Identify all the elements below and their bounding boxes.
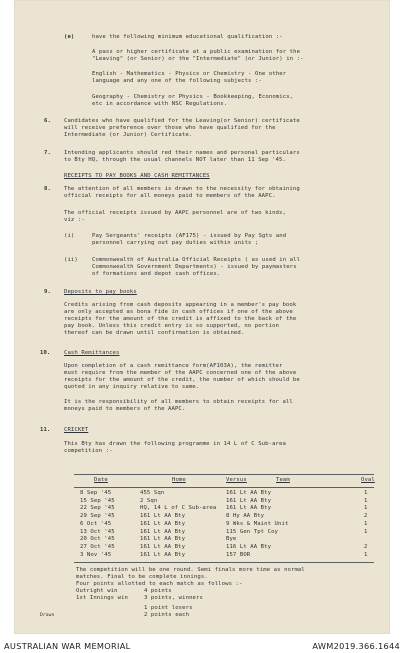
fixture-date: 3 Nov '45: [80, 551, 112, 558]
rules-line3: Four points allotted to each match as follows :-: [76, 581, 243, 587]
fixture-home: 161 Lt AA Bty: [140, 513, 186, 520]
item-7-line2: to Bty HQ, through the usual channels NOT later than 11 Sep '45.: [64, 157, 286, 163]
item-8-line1: The attention of all members is drawn to the necessity for obtaining: [64, 186, 300, 192]
fixture-home: HQ, 14 L of C Sub-area: [140, 505, 217, 512]
item-8-ii-line2: Commonwealth Government Departments) - issued by paymasters: [92, 264, 297, 270]
item-11-heading: CRICKET: [64, 427, 89, 433]
fixture-versus: Bye: [226, 536, 237, 543]
fixture-versus: 157 BOR: [226, 551, 251, 558]
points-label-2: 1st Innings win: [76, 595, 129, 601]
item-11-number: 11.: [40, 427, 51, 433]
margin-note-drawn: Drawn: [40, 613, 55, 618]
item-7-number: 7.: [44, 150, 51, 156]
fixture-home: 161 Lt AA Bty: [140, 528, 186, 535]
item-9-line3: receipts for the amount of the credit is affixed to the back of the: [64, 316, 297, 322]
item-9-number: 9.: [44, 289, 51, 295]
receipts-heading: RECEIPTS TO PAY BOOKS AND CASH REMITTANCES: [64, 173, 210, 179]
fixture-date: 27 Oct '45: [80, 543, 115, 550]
item-11-line2: competition :-: [64, 448, 113, 454]
fixture-date: 13 Oct '45: [80, 528, 115, 535]
item-10-line3: receipts for the amount of the credit, the number of which should be: [64, 377, 300, 383]
fixture-date: 20 Oct '45: [80, 536, 115, 543]
col-header-date: Date: [94, 477, 108, 483]
fixture-home: 161 Lt AA Bty: [140, 543, 186, 550]
qual-para-a-line2: "Leaving" (or Senior) or the "Intermediate" (or Junior) in :-: [92, 56, 304, 62]
fixture-date: 6 Oct '45: [80, 520, 112, 527]
fixture-versus: 115 Gen Tpt Coy: [226, 528, 279, 535]
qual-heading: have the following minimum educational qualification :-: [92, 34, 283, 40]
fixture-versus: 161 Lt AA Bty: [226, 497, 272, 504]
fixture-oval: 1: [364, 497, 368, 504]
item-8-number: 8.: [44, 186, 51, 192]
fixture-oval: 1: [364, 520, 368, 527]
fixture-home: 161 Lt AA Bty: [140, 520, 186, 527]
item-8-ii-marker: (ii): [64, 257, 78, 263]
footer-reference: AWM2019.366.1644: [312, 641, 400, 651]
item-8-receipts-line2: viz :-: [64, 217, 85, 223]
points-value-4: 2 points each: [144, 612, 190, 618]
item-10-line1: Upon completion of a cash remittance form(AF103A), the remitter: [64, 363, 283, 369]
item-10-line4: quoted in any inquiry relative to same.: [64, 384, 200, 390]
points-value-2: 3 points, winners: [144, 595, 203, 601]
document-page: [14, 0, 390, 634]
qual-marker: (e): [64, 34, 75, 40]
item-8-receipts-line1: The official receipts issued by AAPC personnel are of two kinds,: [64, 210, 286, 216]
fixture-versus: 161 Lt AA Bty: [226, 490, 272, 496]
item-8-i-marker: (i): [64, 233, 75, 239]
points-label-1: Outright win: [76, 588, 118, 594]
points-value-1: 4 points: [144, 588, 172, 594]
item-8-i-line2: personnel carrying out pay duties within units ;: [92, 240, 259, 246]
col-header-versus: Versus: [226, 477, 247, 483]
fixture-oval: 1: [364, 490, 368, 496]
item-6-line3: Intermediate (or Junior) Certificate.: [64, 132, 193, 138]
footer-bar: [0, 636, 404, 653]
item-10-resp-line1: It is the responsibility of all members to obtain receipts for all: [64, 399, 293, 405]
qual-para-b-line1: English - Mathematics - Physics or Chemistry - One other: [92, 71, 287, 77]
item-9-line4: pay book. Unless this credit entry is so supported, no portion: [64, 323, 279, 329]
col-header-team: Team: [276, 477, 290, 483]
fixture-versus: 8 Hy AA Bty: [226, 513, 265, 520]
item-6-line2: will receive preference over those who have qualified for the: [64, 125, 276, 131]
fixture-date: 22 Sep '45: [80, 505, 115, 512]
qual-para-c-line1: Geography - Chemistry or Physics - Bookkeeping, Economics,: [92, 94, 294, 100]
table-top-rule: [74, 474, 374, 475]
fixture-versus: 116 Lt AA Bty: [226, 543, 272, 550]
fixture-versus: 9 Wks & Maint Unit: [226, 520, 289, 527]
fixture-oval: 1: [364, 528, 368, 535]
table-header-rule: [74, 487, 374, 488]
col-header-home: Home: [172, 477, 186, 483]
fixture-home: 161 Lt AA Bty: [140, 551, 186, 558]
rules-line1: The competition will be one round. Semi finals more time as normal: [76, 567, 305, 573]
qual-para-b-line2: language and any one of the following subjects :-: [92, 78, 262, 84]
fixture-home: 455 Sqn: [140, 490, 165, 496]
item-8-ii-line1: Commonwealth of Australia Official Receipts ( as used in all: [92, 257, 301, 263]
item-7-line1: Intending applicants should red their names and personal particulars: [64, 150, 300, 156]
fixture-date: 29 Sep '45: [80, 513, 115, 520]
item-10-line2: must require from the member of the AAPC concerned one of the above: [64, 370, 297, 376]
fixture-oval: 1: [364, 505, 368, 512]
item-6-line1: Candidates who have qualified for the Leaving(or Senior) certificate: [64, 118, 300, 124]
col-header-oval: Oval: [361, 477, 375, 483]
points-value-3: 1 point losers: [144, 605, 193, 611]
item-8-ii-line3: of formations and depot cash offices.: [92, 271, 221, 277]
item-9-heading: Deposits to pay books: [64, 289, 137, 295]
item-10-heading: Cash Remittances: [64, 350, 120, 356]
item-6-number: 6.: [44, 118, 51, 124]
item-10-number: 10.: [40, 350, 51, 356]
item-9-line1: Credits arising from cash deposits appearing in a member's pay book: [64, 302, 297, 308]
table-bottom-rule: [74, 562, 374, 563]
rules-line2: matches. Final to be complete innings.: [76, 574, 208, 580]
fixture-home: 2 Sqn: [140, 497, 158, 504]
fixture-oval: 2: [364, 543, 368, 550]
item-8-line2: official receipts for all moneys paid to members of the AAPC.: [64, 193, 276, 199]
item-10-resp-line2: moneys paid to members of the AAPC.: [64, 406, 186, 412]
fixture-oval: 2: [364, 513, 368, 520]
fixture-date: 8 Sep '45: [80, 490, 112, 496]
item-9-line5: thereof can be drawn until confirmation is obtained.: [64, 330, 245, 336]
footer-credit: AUSTRALIAN WAR MEMORIAL: [4, 641, 131, 651]
fixture-versus: 161 Lt AA Bty: [226, 505, 272, 512]
fixture-oval: 1: [364, 551, 368, 558]
item-8-i-line1: Pay Sergeants' receipts (AF175) - issued by Pay Sgts and: [92, 233, 287, 239]
qual-para-c-line2: etc in accordance with NSC Regulations.: [92, 101, 228, 107]
qual-para-a-line1: A pass or higher certificate at a public examination for the: [92, 49, 301, 55]
item-9-line2: are only accepted as bona fide in cash offices if one of the above: [64, 309, 293, 315]
fixture-home: 161 Lt AA Bty: [140, 536, 186, 543]
item-11-line1: This Bty has drawn the following programme in 14 L of C Sub-area: [64, 441, 286, 447]
fixture-date: 15 Sep '45: [80, 497, 115, 504]
